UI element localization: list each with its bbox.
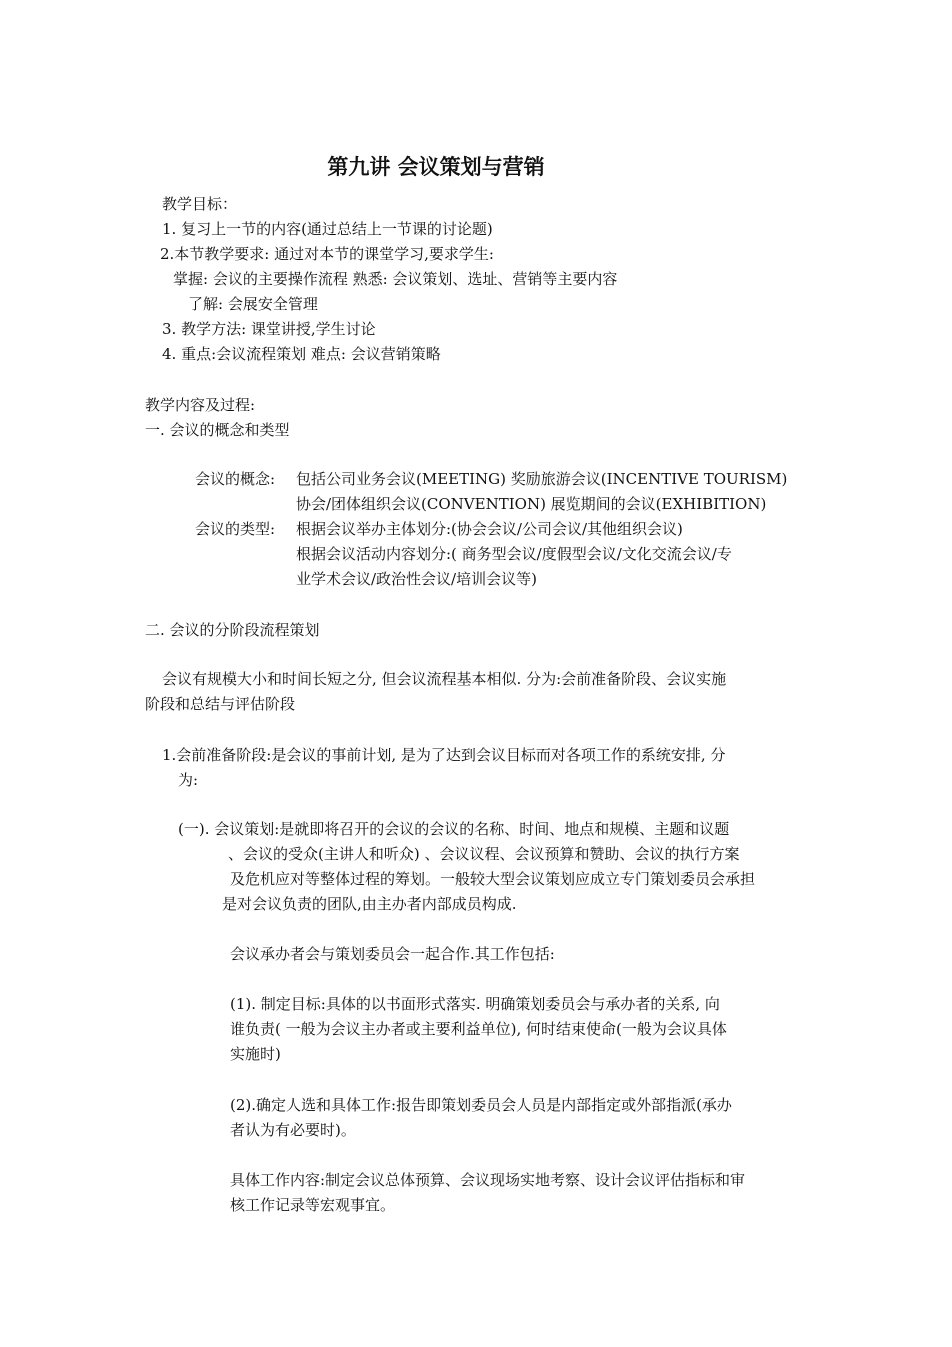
cooperation-text: 会议承办者会与策划委员会一起合作.其工作包括: [230,945,555,963]
objective-item-4: 4. 重点:会议流程策划 难点: 会议营销策略 [162,345,441,363]
task1-line-1: (1). 制定目标:具体的以书面形式落实. 明确策划委员会与承办者的关系, 向 [230,995,720,1013]
objective-item-1: 1. 复习上一节的内容(通过总结上一节课的讨论题) [162,220,493,238]
section2-heading: 二. 会议的分阶段流程策划 [145,621,320,639]
planning-line-1: (一). 会议策划:是就即将召开的会议的会议的名称、时间、地点和规模、主题和议题 [178,820,730,838]
content-heading: 教学内容及过程: [145,396,256,414]
type-label: 会议的类型: [195,520,276,538]
section2-intro-line-2: 阶段和总结与评估阶段 [145,695,296,713]
task3-line-2: 核工作记录等宏观事宜。 [230,1196,396,1214]
type-line-2: 根据会议活动内容划分:( 商务型会议/度假型会议/文化交流会议/专 [296,545,732,563]
section2-intro-line-1: 会议有规模大小和时间长短之分, 但会议流程基本相似. 分为:会前准备阶段、会议实施 [162,670,727,688]
type-line-3: 业学术会议/政治性会议/培训会议等) [296,570,537,588]
objective-item-2: 2.本节教学要求: 通过对本节的课堂学习,要求学生: [160,245,494,263]
page-title: 第九讲 会议策划与营销 [327,154,545,179]
concept-line-1: 包括公司业务会议(MEETING) 奖励旅游会议(INCENTIVE TOURISM) [296,470,788,488]
concept-label: 会议的概念: [195,470,276,488]
planning-line-2: 、会议的受众(主讲人和听众) 、会议议程、会议预算和赞助、会议的执行方案 [228,845,740,863]
objective-item-2-master: 掌握: 会议的主要操作流程 熟悉: 会议策划、选址、营销等主要内容 [173,270,618,288]
task3-line-1: 具体工作内容:制定会议总体预算、会议现场实地考察、设计会议评估指标和审 [230,1171,746,1189]
concept-line-2: 协会/团体组织会议(CONVENTION) 展览期间的会议(EXHIBITION) [296,495,767,513]
objective-item-3: 3. 教学方法: 课堂讲授,学生讨论 [162,320,376,338]
planning-line-3: 及危机应对等整体过程的筹划。一般较大型会议策划应成立专门策划委员会承担 [230,870,756,888]
objectives-heading: 教学目标： [162,195,238,213]
stage1-line-1: 1.会前准备阶段:是会议的事前计划, 是为了达到会议目标而对各项工作的系统安排, 分 [162,746,726,764]
type-line-1: 根据会议举办主体划分:(协会会议/公司会议/其他组织会议) [296,520,683,538]
task1-line-3: 实施时) [230,1045,281,1063]
objective-item-2-understand: 了解: 会展安全管理 [188,295,318,313]
task2-line-1: (2).确定人选和具体工作:报告即策划委员会人员是内部指定或外部指派(承办 [230,1096,732,1114]
stage1-line-2: 为: [178,771,199,789]
task2-line-2: 者认为有必要时)。 [230,1121,356,1139]
planning-line-4: 是对会议负责的团队,由主办者内部成员构成. [222,895,517,913]
section1-heading: 一. 会议的概念和类型 [145,421,290,439]
task1-line-2: 谁负责( 一般为会议主办者或主要利益单位), 何时结束使命(一般为会议具体 [230,1020,727,1038]
